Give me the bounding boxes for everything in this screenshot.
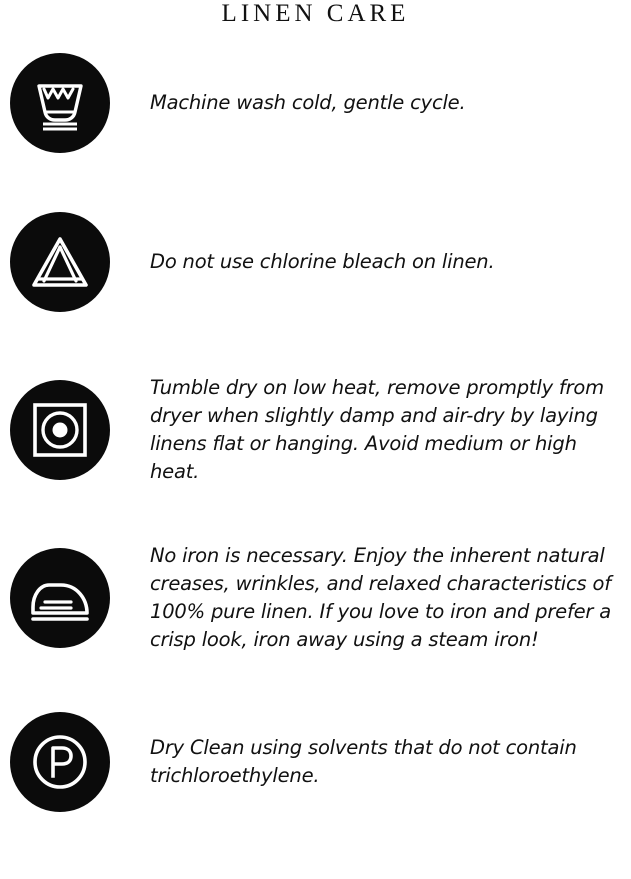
dry-clean-p-icon (10, 712, 110, 812)
wash-tub-icon (10, 53, 110, 153)
text-cell (120, 374, 631, 486)
text-cell (120, 89, 631, 117)
text-cell (120, 734, 631, 790)
care-instruction-text: Machine wash cold, gentle cycle. (150, 91, 466, 114)
icon-cell (0, 712, 120, 812)
list-item (0, 178, 631, 346)
list-item (0, 28, 631, 178)
icon-cell (0, 380, 120, 480)
iron-icon (10, 548, 110, 648)
icon-cell (0, 53, 120, 153)
care-instruction-text: Dry Clean using solvents that do not contain trichloroethylene. (150, 736, 577, 787)
list-item (0, 514, 631, 682)
no-bleach-triangle-icon (10, 212, 110, 312)
text-cell (120, 248, 631, 276)
care-instruction-text: Do not use chlorine bleach on linen. (150, 250, 495, 273)
tumble-dry-low-icon (10, 380, 110, 480)
care-instruction-text: Tumble dry on low heat, remove promptly from dryer when slightly damp and air-dry by laying linens flat or hanging. Avoid medium or high heat. (150, 376, 604, 483)
icon-cell (0, 548, 120, 648)
icon-cell (0, 212, 120, 312)
list-item (0, 346, 631, 514)
page-title: LINEN CARE (221, 0, 410, 27)
text-cell (120, 542, 631, 654)
care-instruction-text: No iron is necessary. Enjoy the inherent natural creases, wrinkles, and relaxed characteristics of 100% pure linen. If you love to iron and prefer a crisp look, iron away using a steam iron! (150, 544, 611, 651)
list-item (0, 682, 631, 842)
care-instruction-list (0, 28, 631, 842)
